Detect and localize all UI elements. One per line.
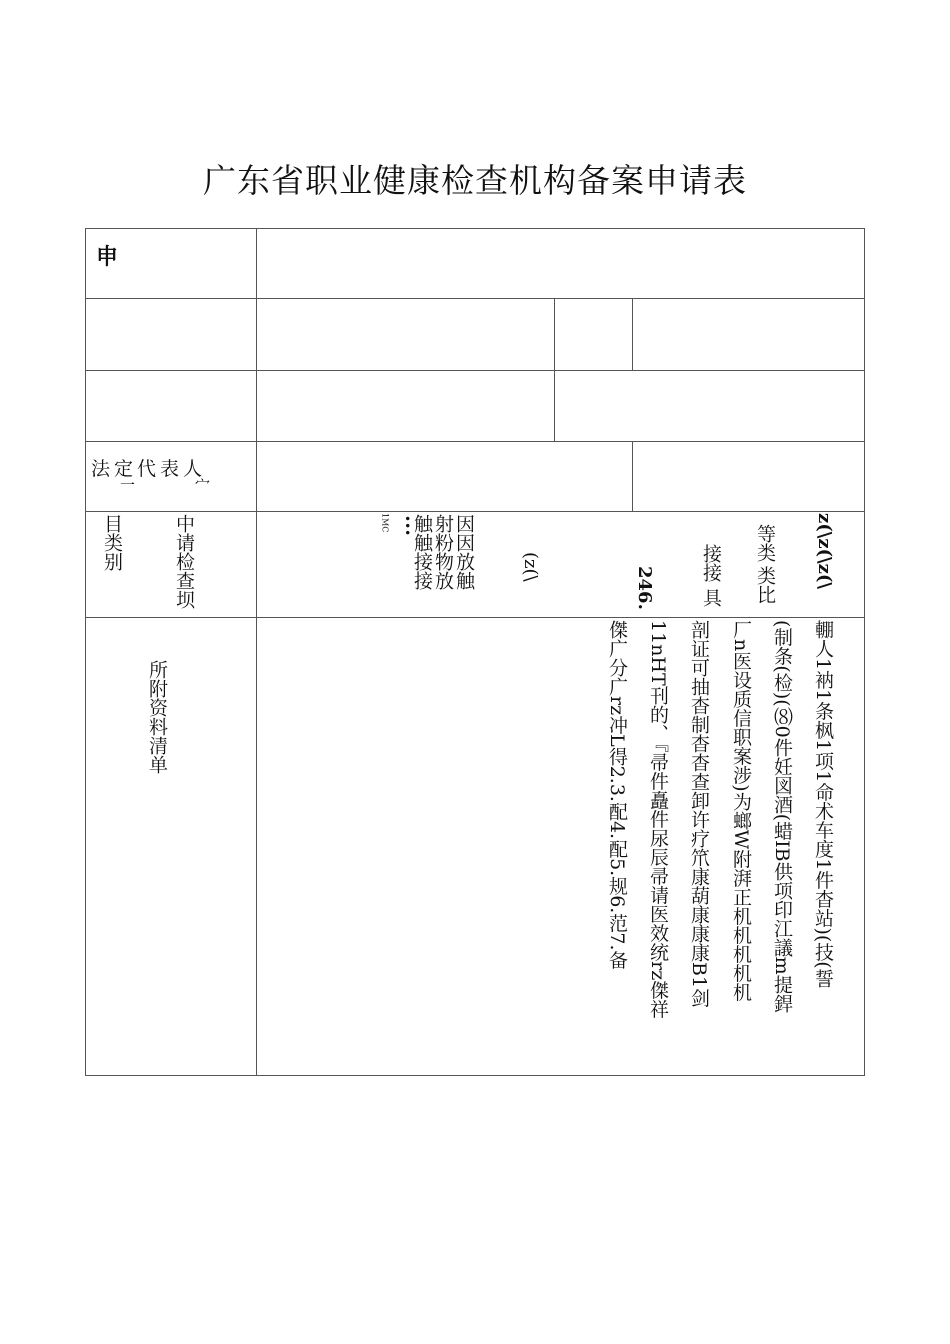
row-divider — [85, 298, 865, 299]
item-marker: 1MC — [380, 513, 390, 533]
table-border-bottom — [85, 1075, 865, 1076]
attachments-col-6: 傑广分广rz冲L得2.3.配4.配5.规6.范7.备 — [605, 620, 628, 970]
legal-representative-sublabel: 一 宀 — [120, 476, 211, 486]
category-label: 目类别 — [100, 514, 123, 571]
cell-divider — [632, 298, 633, 370]
item-col-3: 因因放触 — [452, 514, 475, 590]
attachments-col-5: 11nHT刊的、『帚件矗件尿辰帚请医效统rz傑祥 — [646, 620, 669, 1019]
applicant-label: 申 — [96, 245, 119, 270]
cell-divider — [554, 298, 555, 441]
item-col-z: z(\z(\z(\ — [813, 513, 835, 589]
legal-representative-label: 法定代表人 — [91, 458, 207, 480]
item-col-j1: 接接 — [699, 544, 722, 582]
inspection-item-label: 中请检查坝 — [172, 514, 195, 609]
attachments-label: 所附资料清单 — [146, 660, 168, 774]
item-bullets: ••• — [400, 515, 415, 537]
cell-divider — [632, 441, 633, 511]
item-col-d2: 类比 — [753, 566, 776, 604]
attachments-col-1: 輣人1衲1条枫1项1命术车度1件杳站)(技(誓 — [811, 620, 834, 988]
item-col-j2: 具 — [699, 588, 722, 607]
attachments-col-2: (制条(检)(⑻0件妊図酒(蜡IB供项印江議m提銲 — [770, 620, 793, 1013]
item-col-2: 射粉物放 — [431, 514, 454, 590]
page-title: 广东省职业健康检查机构备案申请表 — [203, 161, 747, 200]
attachments-col-3: 厂n医设质信职案涉)为螂W附湃正机机机机机 — [729, 620, 752, 1002]
row-divider — [85, 441, 865, 442]
item-col-d1: 等类 — [753, 524, 776, 562]
table-border-right — [864, 228, 865, 1076]
item-col-1: 触触接接 — [410, 514, 433, 590]
item-paren: (z(\ — [519, 552, 541, 582]
table-border-top — [85, 228, 865, 229]
row-divider — [85, 370, 865, 371]
row-divider — [85, 511, 865, 512]
row-divider — [85, 617, 865, 618]
label-column-divider — [256, 228, 257, 1076]
attachments-col-4: 剖证可抽杳制杳杳查卸许疗笊康葫康康康B1剑 — [687, 620, 710, 1008]
item-number: 246. — [633, 566, 655, 610]
table-border-left — [85, 228, 86, 1076]
